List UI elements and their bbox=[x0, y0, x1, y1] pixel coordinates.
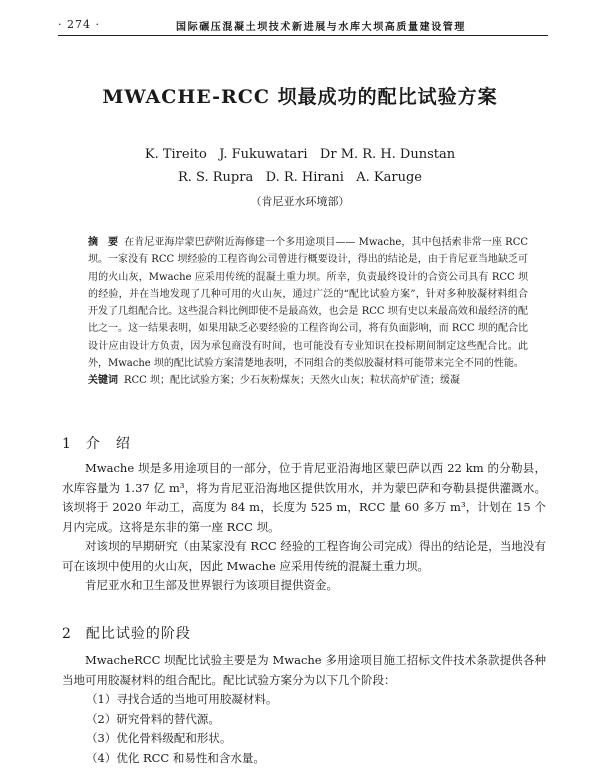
list-item: （3）优化骨料级配和形状。 bbox=[86, 731, 232, 745]
section-2-title: 配比试验的阶段 bbox=[85, 626, 191, 642]
list-item: （1）寻找合适的当地可用胶凝材料。 bbox=[86, 692, 278, 706]
abstract-block bbox=[88, 234, 528, 390]
author-list bbox=[0, 143, 600, 189]
section-1-para-2: 对该坝的早期研究（由某家没有 RCC 经验的工程咨询公司完成）得出的结论是，当地没有可在该坝中使用的火山灰，因此 Mwache 应采用传统的混凝土重力坝。 bbox=[62, 539, 546, 573]
section-2-heading bbox=[62, 623, 191, 643]
section-2-body bbox=[62, 651, 546, 768]
page-number: · 274 · bbox=[58, 18, 100, 31]
keywords-line bbox=[88, 372, 528, 389]
section-1-number: 1 bbox=[62, 436, 72, 452]
list-item: （4）优化 RCC 和易性和含水量。 bbox=[86, 750, 265, 765]
authors-line-1: K. Tireito J. Fukuwatari Dr M. R. H. Dunstan bbox=[144, 147, 456, 162]
running-header bbox=[58, 14, 548, 36]
paper-title: MWACHE-RCC 坝最成功的配比试验方案 bbox=[102, 86, 498, 108]
section-1-para-3: 肯尼亚水和卫生部及世界银行为该项目提供资金。 bbox=[85, 578, 338, 592]
authors-line-2: R. S. Rupra D. R. Hirani A. Karuge bbox=[178, 170, 422, 185]
abstract-paragraph bbox=[88, 234, 528, 372]
section-1-title: 介 绍 bbox=[85, 436, 131, 452]
section-2-number: 2 bbox=[62, 626, 72, 642]
affiliation: （肯尼亚水环境部） bbox=[250, 195, 350, 208]
section-2-para-1: MwacheRCC 坝配比试验主要是为 Mwache 多用途项目施工招标文件技术条款提供各种当地可用胶凝材料的组合配比。配比试验方案分为以下几个阶段： bbox=[62, 653, 546, 687]
keywords-label: 关键词 bbox=[88, 375, 118, 387]
running-title: 国际碾压混凝土坝技术新进展与水库大坝高质量建设管理 bbox=[176, 22, 466, 33]
list-item: （2）研究骨料的替代源。 bbox=[86, 711, 220, 726]
keywords-text: RCC 坝；配比试验方案；少石灰粉煤灰；天然火山灰；粒状高炉矿渣；缓凝 bbox=[124, 375, 461, 387]
abstract-text: 在肯尼亚海岸蒙巴萨附近海修建一个多用途项目—— Mwache，其中包括索非常一座 RCC 坝。一家没有 RCC 坝经验的工程咨询公司曾进行概要设计，得出的结论是，由于肯尼亚当地缺乏可用的火山灰，Mwache 应采用传统的混凝土重力坝。所幸，负责最终设计的合资公司具有 RCC 坝的经验，并在当地发现了几种可用的火山灰，通过广泛的“配比试验方案”，针对多种胶凝材料组合开发了几组配合比。这些混合料比例即使不是最高效，也会是 RCC 坝有史以来最高效和最经济的配比之一。这一结果表明，如果用缺乏必要经验的工程咨询公司，将有负面影响，而 RCC 坝的配合比设计应由设计方负责，因为承包商没有时间，也可能没有专业知识在投标期间制定这些配合比。此外，Mwache 坝的配比试验方案清楚地表明，不同组合的类似胶凝材料可能带来完全不同的性能。 bbox=[88, 237, 528, 370]
abstract-label: 摘 要 bbox=[88, 237, 119, 248]
section-1-heading bbox=[62, 433, 131, 453]
header-rule bbox=[58, 35, 548, 36]
section-1-para-1: Mwache 坝是多用途项目的一部分，位于肯尼亚沿海地区蒙巴萨以西 22 km 的分勒县，水库容量为 1.37 亿 m³，将为肯尼亚沿海地区提供饮用水，并为蒙巴萨和夸勒县提供灌溉水。该坝将于 2020 年动工，高度为 84 m，长度为 525 m，RCC 量 60 多万 m³，计划在 15 个月内完成。这将是东非的第一座 RCC 坝。 bbox=[62, 461, 546, 534]
section-1-body bbox=[62, 459, 546, 596]
